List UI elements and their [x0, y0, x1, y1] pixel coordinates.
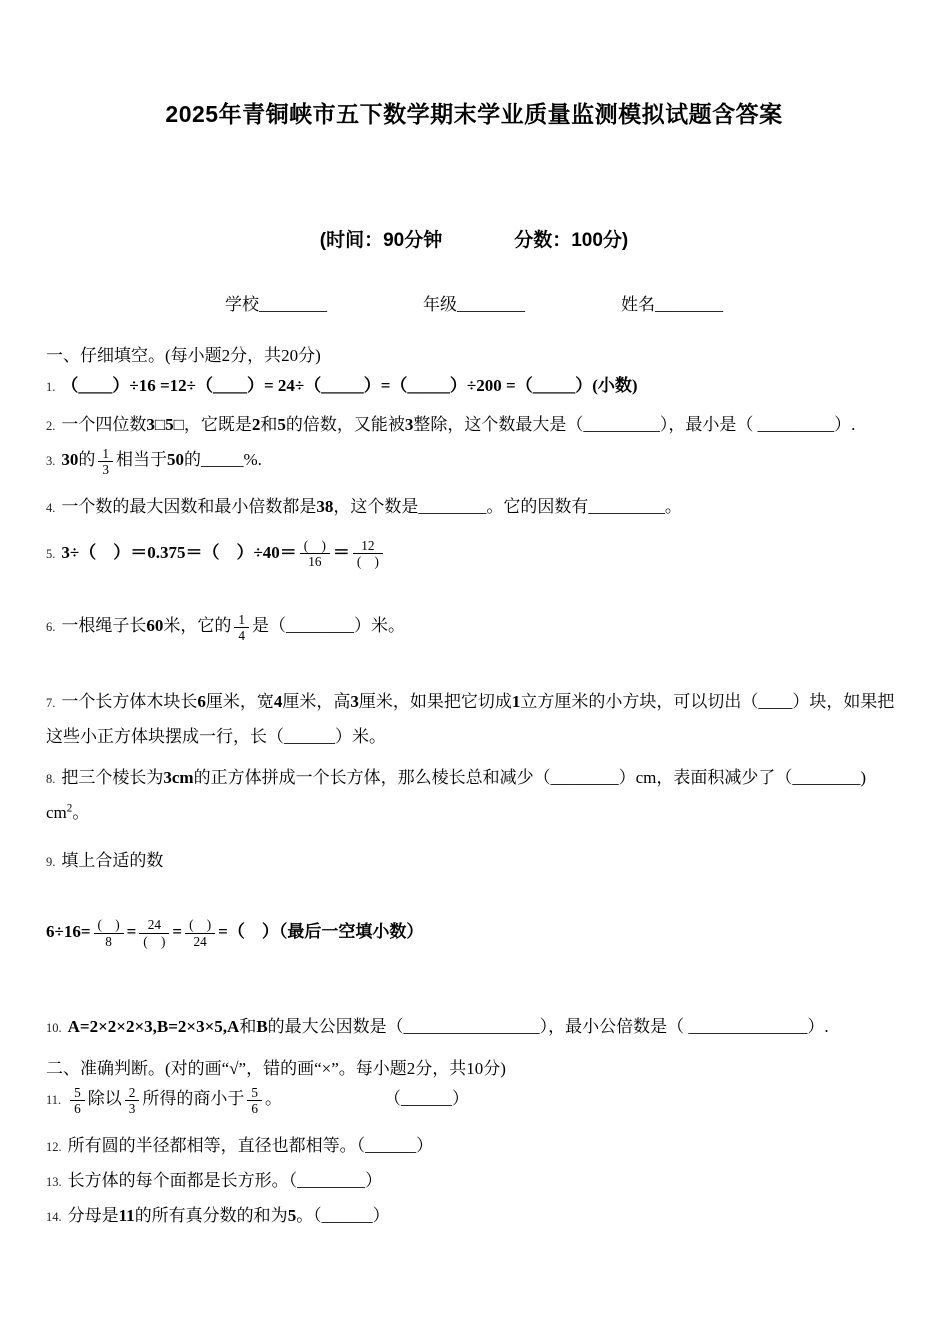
fraction — [98, 446, 113, 478]
text-run: 分母是 — [67, 1206, 119, 1226]
question-text — [61, 851, 163, 870]
fraction-numerator: 5 — [70, 1085, 85, 1101]
text-run: 一根绳子长 — [61, 616, 147, 636]
text-run: 除以 — [87, 1089, 122, 1109]
fraction-numerator: 24 — [139, 917, 169, 933]
question-number: 1. — [46, 380, 56, 394]
question-number: 11. — [46, 1093, 62, 1108]
fraction-numerator: 12 — [353, 538, 383, 554]
text-run: 是（________）米。 — [252, 616, 405, 636]
text-run: 5 — [277, 414, 286, 434]
question-number: 6. — [46, 620, 56, 635]
name-field: 姓名________ — [621, 295, 723, 314]
question-number: 5. — [46, 546, 56, 561]
fraction-denominator: 6 — [251, 1101, 259, 1117]
question-text — [61, 445, 262, 478]
question-item — [46, 685, 902, 755]
text-run: 的_____%. — [184, 450, 262, 470]
text-run: B — [256, 1016, 268, 1036]
grade-field: 年级________ — [423, 295, 525, 314]
question-number: 9. — [46, 854, 56, 869]
question-number: 13. — [46, 1175, 62, 1190]
text-run: 3 — [350, 692, 359, 712]
question-item — [46, 1132, 902, 1161]
text-run: 整除，这个数最大是（_________），最小是（ _________）. — [413, 414, 856, 434]
text-run: 把三个棱长为 — [61, 767, 164, 787]
text-run: 3□5□ — [146, 414, 184, 434]
text-run: 的最大公因数是（________________），最小公倍数是（ ______________）. — [267, 1016, 829, 1036]
fraction-denominator: 6 — [74, 1101, 81, 1117]
question-item — [46, 411, 902, 440]
text-run: 50 — [167, 450, 184, 470]
fraction — [353, 538, 383, 570]
text-run: = — [172, 922, 183, 942]
text-run: = — [126, 922, 137, 942]
text-run: 长方体的每个面都是长方形。（________） — [67, 1171, 383, 1191]
text-run: ，这个数是________。它的因数有_________。 — [333, 497, 682, 517]
section-header: 二、准确判断。(对的画“√”，错的画“×”。每小题2分，共10分) — [46, 1058, 506, 1078]
text-run: 3 — [404, 414, 414, 434]
text-run: 的正方体拼成一个长方体，那么棱长总和减少（________）cm，表面积减少了（________) cm — [46, 767, 867, 822]
text-run: 厘米，高 — [282, 692, 351, 712]
question-number: 10. — [46, 1020, 62, 1035]
fraction-numerator: 5 — [247, 1085, 262, 1101]
question-text — [61, 611, 405, 643]
question-text — [61, 538, 386, 570]
question-text — [46, 768, 866, 822]
text-run: 米，它的 — [163, 616, 232, 636]
text-run: 2 — [251, 414, 261, 434]
question-number: 4. — [46, 501, 56, 516]
fraction — [125, 1085, 140, 1117]
text-run: 1 — [511, 692, 521, 712]
question-item — [46, 1013, 902, 1042]
question-item — [46, 1085, 902, 1117]
text-run: ＝ — [332, 542, 350, 562]
student-fields — [46, 290, 902, 315]
fraction — [247, 1085, 262, 1117]
question-text — [68, 1136, 434, 1155]
text-run: 的 — [78, 450, 96, 470]
question-number: 12. — [46, 1140, 62, 1155]
fraction-denominator: 16 — [308, 554, 322, 570]
fraction-numerator: ( ) — [185, 917, 215, 933]
text-run: 一个长方体木块长 — [61, 692, 198, 712]
question-text — [68, 1171, 383, 1190]
question-item — [46, 917, 902, 949]
text-run: 填上合适的数 — [61, 850, 164, 870]
fraction — [94, 917, 124, 949]
question-item — [46, 372, 902, 401]
question-text — [46, 692, 894, 746]
fraction-denominator: 3 — [102, 462, 109, 478]
section — [46, 341, 902, 1042]
fraction-denominator: ( ) — [143, 933, 166, 949]
question-item — [46, 847, 902, 876]
text-run: 的倍数，又能被 — [285, 414, 405, 434]
question-text — [61, 497, 682, 516]
question-number: 2. — [46, 418, 56, 433]
question-item — [46, 612, 902, 644]
text-run: 4 — [273, 692, 283, 712]
question-item — [46, 446, 902, 478]
sections — [46, 341, 902, 1231]
text-run: 所得的商小于 — [142, 1089, 245, 1109]
text-run: 。 — [72, 802, 90, 822]
fraction-numerator: ( ) — [300, 538, 330, 554]
time-label: (时间：90分钟 — [319, 230, 443, 251]
question-item — [46, 1202, 902, 1231]
question-item — [46, 493, 902, 522]
fraction-numerator: 1 — [234, 612, 249, 628]
text-run: A=2×2×2×3,B=2×3×5,A — [67, 1016, 240, 1036]
superscript: 2 — [66, 802, 73, 815]
page-title: 2025年青铜峡市五下数学期末学业质量监测模拟试题含答案 — [165, 101, 783, 127]
text-run: 。 （______） — [265, 1089, 470, 1109]
section — [46, 1054, 902, 1231]
question-text — [68, 1206, 390, 1225]
question-number: 8. — [46, 771, 56, 786]
fraction — [300, 538, 330, 570]
question-item — [46, 761, 902, 831]
fraction — [139, 917, 169, 949]
text-run: 38 — [316, 497, 334, 517]
question-number: 3. — [46, 454, 56, 469]
text-run: 30 — [61, 450, 79, 470]
text-run: 和 — [260, 414, 278, 434]
fraction — [185, 917, 215, 949]
question-text — [46, 917, 424, 949]
text-run: 5 — [287, 1206, 297, 1226]
text-run: 6 — [197, 692, 206, 712]
text-run: 厘米，如果把它切成 — [358, 692, 512, 712]
text-run: 和 — [239, 1016, 257, 1036]
text-run: 60 — [146, 616, 164, 636]
text-run: 6÷16= — [46, 922, 91, 942]
school-field: 学校________ — [225, 295, 327, 314]
fraction-denominator: ( ) — [356, 554, 379, 570]
question-text — [61, 376, 637, 395]
question-number: 7. — [46, 696, 56, 711]
text-run: =（ ）（最后一空填小数） — [218, 922, 424, 942]
fraction-numerator: ( ) — [94, 917, 124, 933]
fraction-denominator: 8 — [105, 933, 112, 949]
question-item — [46, 538, 902, 570]
text-run: 3÷（ ）＝0.375＝（ ）÷40＝ — [61, 542, 297, 562]
score-label: 分数：100分) — [514, 230, 629, 251]
fraction-denominator: 4 — [238, 627, 245, 643]
question-number: 14. — [46, 1210, 62, 1225]
question-text — [67, 1084, 470, 1117]
exam-meta — [46, 225, 902, 252]
text-run: 一个四位数 — [61, 414, 147, 434]
text-run: 3cm — [163, 767, 194, 787]
text-run: 相当于 — [116, 450, 167, 470]
text-run: 所有圆的半径都相等，直径也都相等。（______） — [67, 1136, 434, 1156]
text-run: 厘米，宽 — [205, 692, 274, 712]
fraction-denominator: 24 — [193, 933, 207, 949]
fraction-numerator: 2 — [125, 1085, 140, 1101]
text-run: 的所有真分数的和为 — [134, 1206, 288, 1226]
text-run: 。（______） — [296, 1206, 390, 1226]
section-header: 一、仔细填空。(每小题2分，共20分) — [46, 346, 321, 365]
fraction — [70, 1085, 85, 1117]
fraction-numerator: 1 — [98, 446, 113, 462]
text-run: 一个数的最大因数和最小倍数都是 — [61, 497, 317, 517]
text-run: ，它既是 — [183, 414, 252, 434]
question-text — [61, 415, 855, 434]
question-text — [68, 1017, 829, 1036]
fraction — [234, 612, 249, 644]
text-run: 11 — [118, 1206, 135, 1226]
text-run: （____）÷16 =12÷（____）= 24÷（_____）=（_____）÷200 =（_____）(小数) — [61, 376, 638, 395]
fraction-denominator: 3 — [128, 1101, 136, 1117]
text-run: 立方厘米的小方块，可以切出（____）块，如果把这些小正方体块摆成一行，长（______）米。 — [46, 692, 895, 747]
question-item — [46, 1167, 902, 1196]
